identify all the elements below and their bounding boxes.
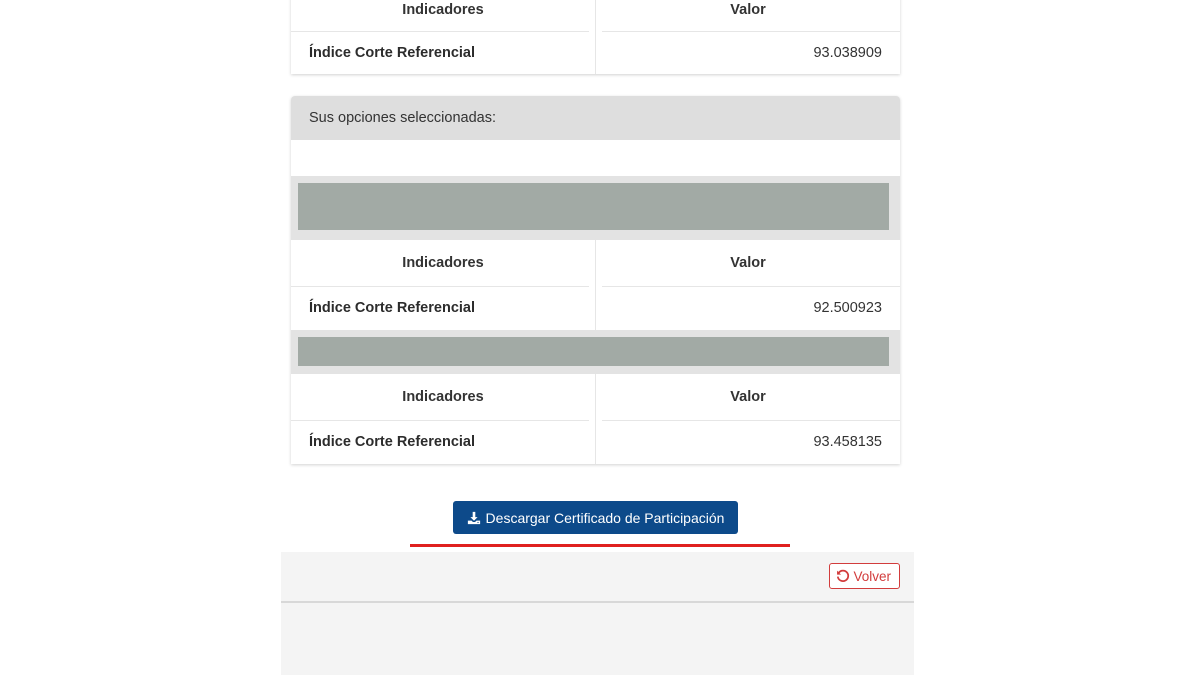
download-icon [467, 511, 481, 525]
accent-underline [410, 544, 790, 547]
indicator-value: 93.458135 [813, 434, 882, 450]
download-certificate-button[interactable] [453, 501, 738, 534]
footer-area [281, 603, 914, 675]
column-header-value: Valor [730, 389, 766, 405]
group-band [291, 330, 900, 374]
table-row [291, 420, 900, 464]
top-indicator-table [291, 0, 900, 74]
redacted-option-bar [298, 337, 889, 366]
group-band [291, 176, 900, 240]
panel-title: Sus opciones seleccionadas: [291, 96, 900, 140]
column-header-value: Valor [730, 1, 766, 18]
indicator-label: Índice Corte Referencial [291, 420, 596, 464]
column-header-value: Valor [730, 255, 766, 271]
column-header-indicators: Indicadores [291, 240, 596, 286]
indicator-value: 93.038909 [813, 44, 882, 61]
table-row [291, 286, 900, 330]
footer-bar [281, 552, 914, 603]
download-button-label: Descargar Certificado de Participación [485, 509, 725, 526]
back-button-label: Volver [853, 568, 891, 584]
indicator-label: Índice Corte Referencial [291, 31, 596, 74]
column-header-indicators: Indicadores [291, 0, 596, 31]
back-button[interactable] [829, 563, 900, 589]
indicator-label: Índice Corte Referencial [291, 286, 596, 330]
redacted-option-bar [298, 183, 889, 230]
column-header-indicators: Indicadores [291, 374, 596, 420]
indicator-value: 92.500923 [813, 300, 882, 316]
selected-options-panel [291, 96, 900, 464]
table-header-row [291, 240, 900, 286]
undo-icon [836, 569, 850, 583]
table-row [291, 31, 900, 74]
table-header-row [291, 374, 900, 420]
table-header-row [291, 0, 900, 31]
